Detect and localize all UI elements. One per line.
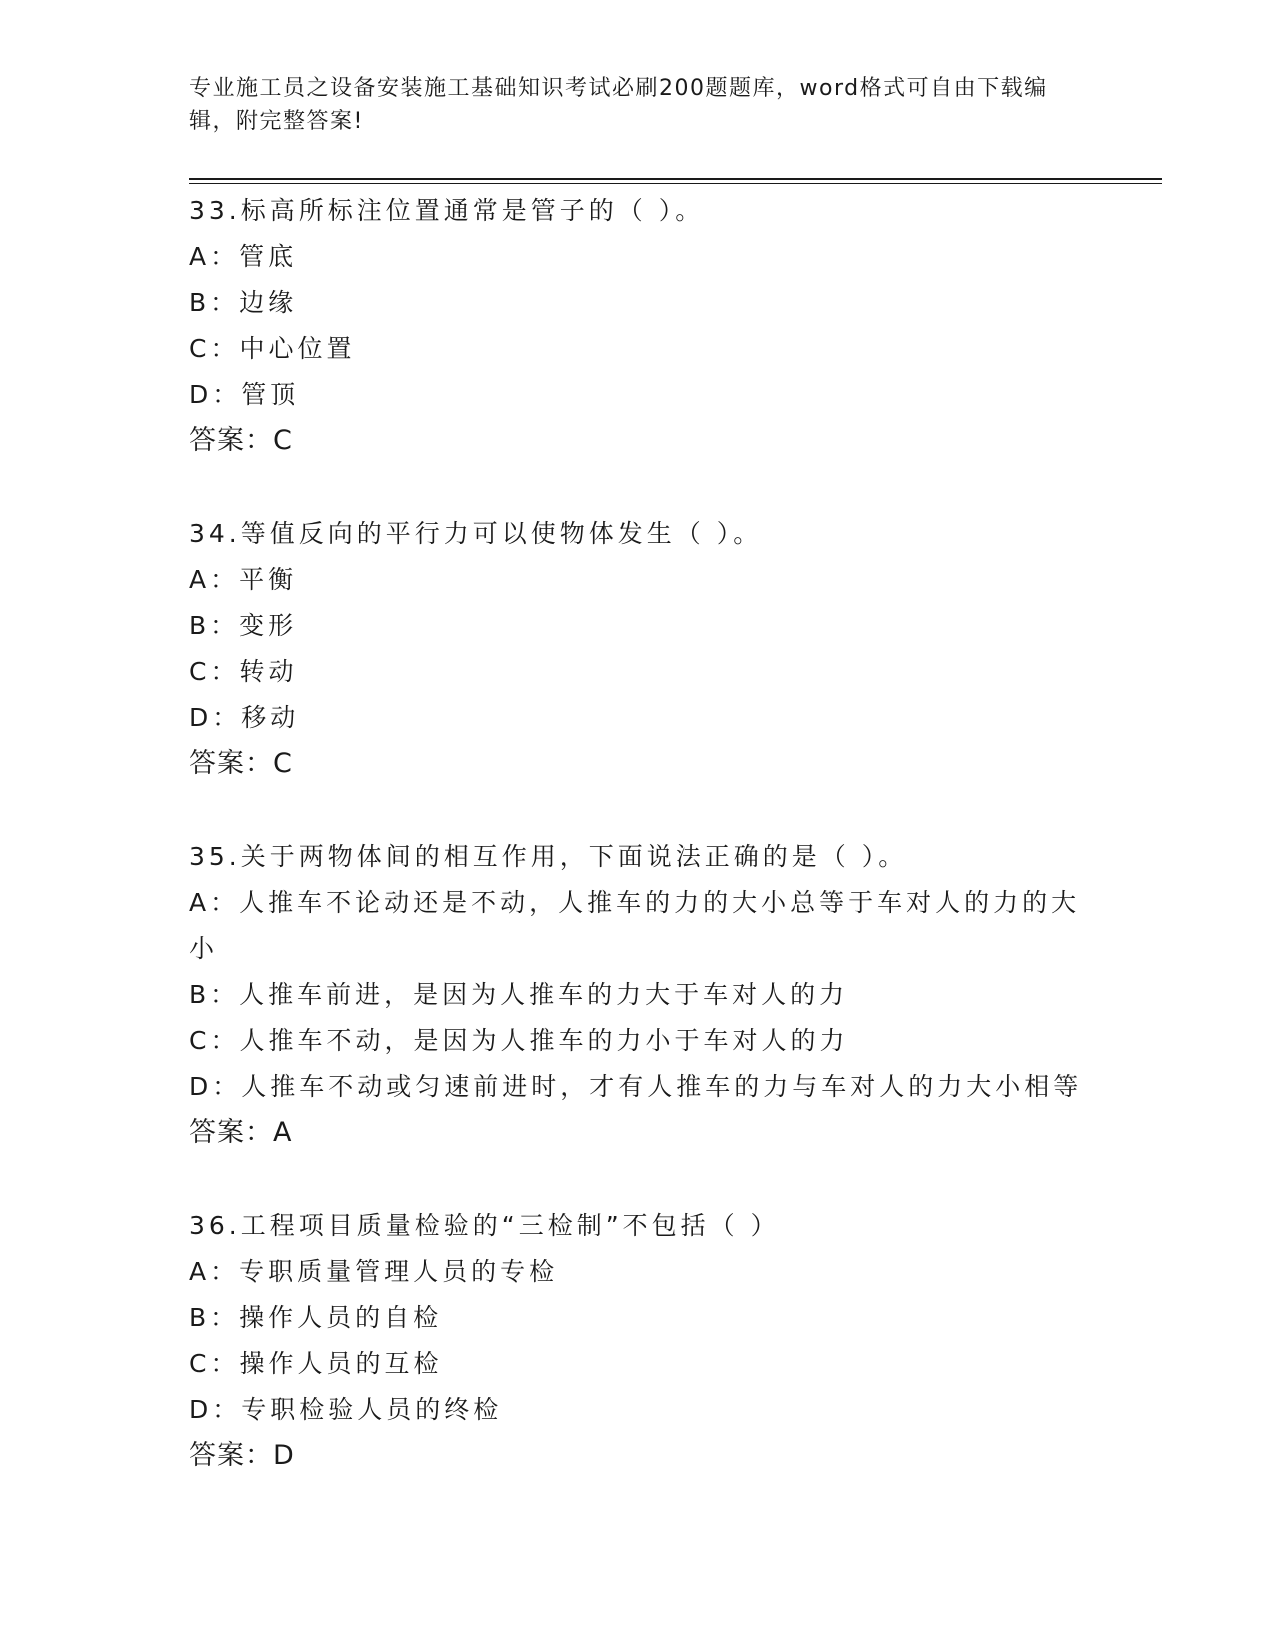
question-stem: 35.关于两物体间的相互作用，下面说法正确的是（ ）。 (189, 842, 908, 871)
option-a: A：管底 (189, 242, 298, 271)
question-36 (189, 1203, 1089, 1479)
question-34 (189, 511, 1089, 787)
question-stem: 36.工程项目质量检验的“三检制”不包括（ ） (189, 1211, 780, 1240)
question-35 (189, 834, 1089, 1156)
option-c: C：转动 (189, 657, 298, 686)
answer: 答案：C (189, 425, 293, 456)
option-c: C：中心位置 (189, 334, 356, 363)
option-c: C：操作人员的互检 (189, 1349, 443, 1378)
option-b: B：边缘 (189, 288, 298, 317)
option-c: C：人推车不动，是因为人推车的力小于车对人的力 (189, 1026, 849, 1055)
option-d: D：专职检验人员的终检 (189, 1395, 503, 1424)
option-a: A：平衡 (189, 565, 298, 594)
answer: 答案：C (189, 748, 293, 779)
answer: 答案：D (189, 1440, 295, 1471)
question-33 (189, 188, 1089, 464)
option-b: B：操作人员的自检 (189, 1303, 443, 1332)
question-stem: 33.标高所标注位置通常是管子的（ ）。 (189, 196, 705, 225)
option-d: D：人推车不动或匀速前进时，才有人推车的力与车对人的力大小相等 (189, 1072, 1083, 1101)
header-divider-thick (189, 178, 1162, 180)
option-a: A：专职质量管理人员的专检 (189, 1257, 559, 1286)
answer: 答案：A (189, 1117, 293, 1148)
header-divider-thin (189, 183, 1162, 184)
document-header: 专业施工员之设备安装施工基础知识考试必刷200题题库，word格式可自由下载编辑，附完整答案! (189, 76, 1048, 134)
question-stem: 34.等值反向的平行力可以使物体发生（ ）。 (189, 519, 763, 548)
option-b: B：变形 (189, 611, 298, 640)
question-list (189, 188, 1089, 1526)
option-a: A：人推车不论动还是不动，人推车的力的大小总等于车对人的力的大小 (189, 888, 1081, 963)
option-d: D：管顶 (189, 380, 300, 409)
option-d: D：移动 (189, 703, 300, 732)
option-b: B：人推车前进，是因为人推车的力大于车对人的力 (189, 980, 849, 1009)
